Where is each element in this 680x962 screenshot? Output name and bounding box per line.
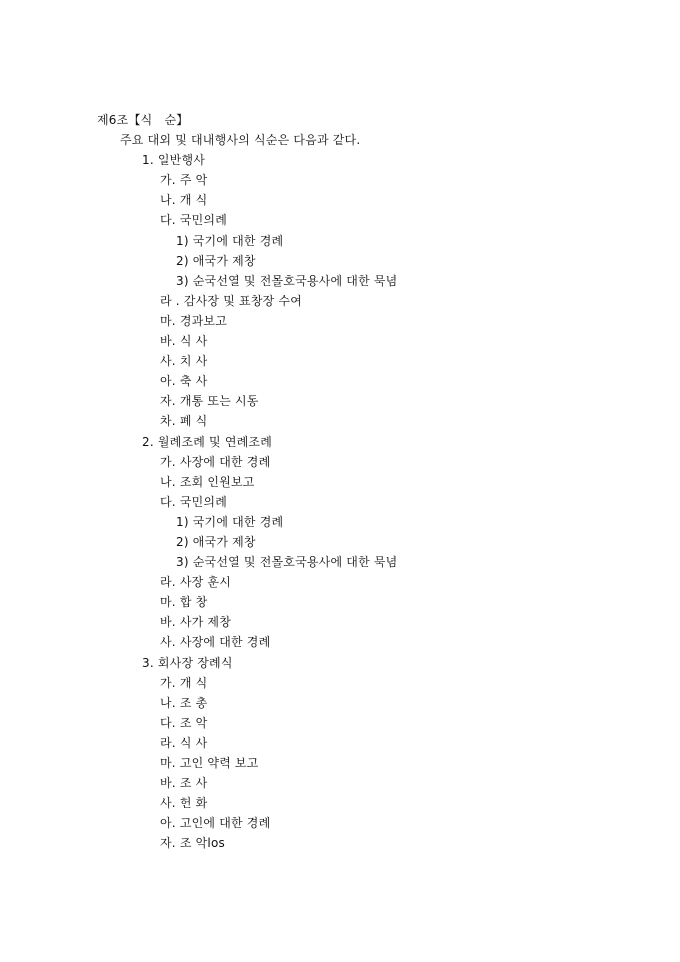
- sub-list-item: 2) 애국가 제창: [176, 253, 256, 268]
- list-item: 가. 주 악: [160, 173, 208, 188]
- sub-list-item: 2) 애국가 제창: [176, 534, 256, 549]
- list-item: 마. 고인 약력 보고: [160, 756, 259, 770]
- list-item: 라. 식 사: [160, 735, 208, 750]
- list-item: 바. 조 사: [160, 776, 208, 791]
- list-item: 차. 폐 식: [160, 414, 208, 429]
- sub-list-item: 1) 국기에 대한 경례: [176, 514, 284, 529]
- list-item: 나. 조회 인원보고: [160, 474, 255, 489]
- article-intro: 주요 대외 및 대내행사의 식순은 다음과 같다.: [120, 133, 361, 148]
- list-item: 자. 조 악los: [160, 836, 225, 851]
- list-item: 바. 식 사: [160, 334, 208, 349]
- sub-list-item: 1) 국기에 대한 경례: [176, 233, 284, 248]
- list-item: 아. 축 사: [160, 374, 208, 389]
- document-body: [0, 110, 680, 853]
- list-item: 사. 치 사: [160, 354, 208, 369]
- list-item: 나. 조 총: [160, 695, 208, 710]
- list-item: 라 . 감사장 및 표창장 수여: [160, 293, 303, 308]
- list-item: 마. 경과보고: [160, 313, 227, 328]
- list-item: 가. 사장에 대한 경례: [160, 454, 271, 469]
- list-item: 자. 개통 또는 시동: [160, 394, 259, 409]
- list-item: 다. 국민의례: [160, 213, 227, 228]
- article-heading: 제6조【식 순】: [97, 113, 189, 127]
- list-item: 아. 고인에 대한 경례: [160, 816, 271, 831]
- section-heading: 1. 일반행사: [142, 153, 206, 168]
- sub-list-item: 3) 순국선열 및 전몰호국용사에 대한 묵념: [176, 273, 398, 288]
- list-item: 바. 사가 제창: [160, 615, 232, 630]
- list-item: 다. 국민의례: [160, 494, 227, 509]
- section-heading: 3. 회사장 장례식: [142, 655, 233, 670]
- list-item: 가. 개 식: [160, 675, 208, 690]
- section-heading: 2. 월례조례 및 연례조례: [142, 434, 273, 449]
- list-item: 사. 사장에 대한 경례: [160, 635, 271, 650]
- list-item: 다. 조 악: [160, 715, 208, 730]
- list-item: 나. 개 식: [160, 193, 208, 208]
- list-item: 마. 합 창: [160, 595, 208, 610]
- list-item: 사. 헌 화: [160, 796, 208, 811]
- list-item: 라. 사장 훈시: [160, 575, 232, 590]
- sub-list-item: 3) 순국선열 및 전몰호국용사에 대한 묵념: [176, 555, 398, 570]
